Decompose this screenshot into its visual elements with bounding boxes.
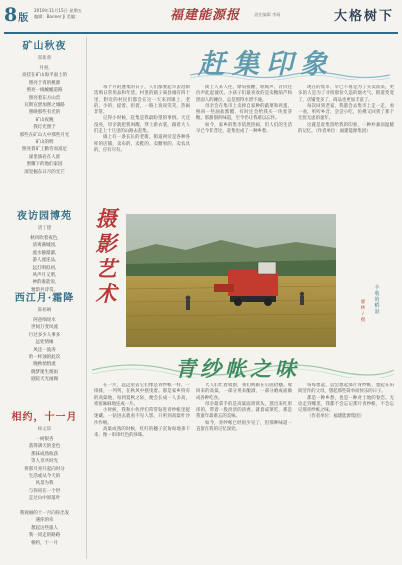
poem-title: 夜访园博苑 [17,211,72,222]
header-divider [4,32,398,34]
poem-line: 秋风吹着夜色, [30,236,59,241]
article-column [94,85,190,197]
vertical-char: / [362,312,364,317]
page-number: 8版 [4,4,29,26]
poem-title: 矿山秋夜 [22,41,67,52]
article-paragraph: 如今，青纱帐已经很少见了，但那种味道一直留在我的记忆深处。 [196,420,292,433]
poem-author: 陈杨娴 [37,308,52,313]
vertical-char: 稻 [374,303,380,309]
poem-lines [3,65,86,176]
poem-line: 矿山的明 [35,140,54,146]
poem-line: 照亮着东方山峦 [28,95,61,101]
poem-line: 我观丽的十一月向你出发 [19,511,70,517]
poem-line: 清爽满城园, [32,243,57,249]
vertical-char: 浪 [374,309,380,315]
poetry-sidebar [3,37,87,559]
poem-block [3,37,86,176]
poem-line: 那些在矿山人中那些月光 [19,132,70,138]
responsible-editor: 责任编辑 李炀 [254,12,281,17]
article-paragraph: 如今，家乡的集市依然热闹，但人们的生活早已今非昔比，赶集也成了一种乡愁。 [196,122,292,135]
poem-author: 唐丁德 [37,226,52,231]
issue-date: 2019年11月15日 星期五 [34,8,82,13]
photo-title-char: 影 [95,231,117,256]
poem-lines [3,317,86,384]
poem-line: 照亮于青的桃源 [28,80,61,86]
poem-line: 行过多少人事多 [28,332,61,338]
article-paragraph: 那是一种乡愁，也是一种对土地的眷恋。无论走到哪里，我都不会忘记那片青纱帐，不会忘记那青纱帐之味。 [298,395,394,414]
article-paragraph: 记得小时候，赶集是我最盼望的事情。天还没亮，母亲就把我叫醒，穿上新衣裳，跟着大人们走上十几里的山路去赶集。 [94,116,190,135]
poem-line: 月亮, [39,66,50,71]
poem-line: 我灯光照于 [33,125,56,131]
section-name: 大格树下 [333,9,394,24]
issue-meta [34,8,82,20]
poem-lines [3,235,86,294]
poem-line: 与你同在一个世 [28,488,61,494]
poem-lines [3,436,86,547]
article-paragraph: 母亲会在集市上卖掉自家种的蔬菜和鸡蛋，换回一些油盐酱醋，有时还会给我买一块麦芽糖。那甜甜的味道，至今仍让我难以忘怀。 [196,103,292,122]
article-column [298,383,394,558]
article-paragraph: 每每想起，总会想起那片青纱帐，想起在田间劳作的父母，想起那些简单而快乐的日子。 [298,383,394,395]
poem-title: 西江月·霜降 [14,293,75,304]
poem-author: 杨丈琼 [37,427,52,432]
poem-line: 走过山中原落叶 [28,496,61,502]
photo-title-char: 术 [95,281,117,306]
poem-block [3,289,86,384]
poem-line: 我一同走的路路 [28,533,61,539]
harvest-photo [126,214,336,347]
poem-line: 照亮着矿工勤劳而富足 [22,147,67,153]
poem-line: 一树银杏 [35,437,54,442]
headline-title: 赶集印象 [198,49,334,80]
poem-line: 神韵谁能说, [32,280,57,286]
poem-line: 晚秋悄悄流 [33,362,56,368]
poem-line: 高挂在矿山海平面上的 [22,73,67,79]
paper-masthead: 福建能源报 [170,8,241,23]
vertical-char: 丰 [374,285,380,291]
article-paragraph: 这就是赶集留给我的印象，一种朴素而温暖的记忆。（作者单位：福建能源集团） [298,122,394,135]
poem-line: 风还一波涛 [33,347,56,353]
photo-title-char: 摄 [95,206,117,231]
article-paragraph: 每个月的逢集的日子，人们都要起早去逛街选购日常用品和年货。村里的镇子离县城有四十里，附近的村民们都会在这一天来到镇上，老的、少的、提着、担着，一路上说说笑笑，热闹非常。 [94,85,190,116]
article-paragraph: 小时候，我和小伙伴们常常钻进青纱帐里捉迷藏，一钻进去就看不见人影，只听到高粱叶沙沙作响。 [94,408,190,426]
poem-line [3,503,86,510]
headline-banner [92,40,394,80]
article-paragraph: 母亲最拿手的是高粱面窝窝头，蒸出来红彤彤的，带着一股淡淡的清香。就着咸菜吃，那是我童年最难忘的美味。 [196,401,292,420]
poem-line: 雅韵共诗赏。 [31,287,58,293]
poem-line: 那抹成熟收获 [31,451,58,457]
poem-line: 想起这些旅人 [31,525,58,531]
article-column [298,85,394,197]
poem-line: 远处情缘 [35,340,54,346]
vertical-char: 廖 [360,300,366,305]
vertical-char: 摄 [360,318,366,323]
poem-line: 矿山夜晚 [35,117,54,123]
poem-block [3,408,86,547]
poem-block [3,207,86,294]
poem-line: 游人流连品, [32,258,57,264]
poem-line: 落得满天的金色 [28,444,61,450]
poem-title: 相约，十一月 [11,412,78,423]
essay-title: 青纱帐之味 [175,356,300,381]
article-column [196,383,292,558]
article-paragraph: 在一片，远远望去它们像是青纱帐一样，一排排，一列列，在秋风中摇曳着。那是家乡特有的高粱地，每到夏秋之际，便会长成一人多高，密密麻麻地连成一片。 [94,383,190,407]
poem-line: 相约，十一月 [31,540,58,546]
article-column [94,383,190,558]
poem-line: 照耀下的他们家园 [26,162,63,168]
poem-line: 深里掘东日月的光芒 [24,169,65,175]
poem-line: 风声月又照, [32,273,57,279]
poem-line: 阿爸细说水 [33,318,56,323]
poem-line: 瓦斯宣泄加照之城路 [24,103,65,109]
vertical-char: 收 [374,291,380,297]
poem-line: 风景为我 [35,481,54,487]
issue-editors: 编辑：Banner Ji 美编： [34,14,80,19]
poem-line: 晓梦迷生烟雨 [31,369,58,375]
poem-line: 生活或从今天的 [28,474,61,480]
poem-line: 远灯明似初, [32,265,57,271]
article-paragraph: 现在的集市，早已不再是为了买卖而来，更多的人是为了寻找那份久违的烟火气。街道变宽了，店铺变多了，商品也更加丰富了。 [298,85,394,103]
poem-line: 照亮一线蜿蜒道路 [26,88,63,94]
photo-section-title [92,206,120,306]
poem-line: 等人享共时光 [31,459,58,465]
poem-line: 世间万变风流 [31,325,58,331]
poem-line: 深里淌岩在人涯 [28,154,61,160]
vertical-char: 的 [374,297,380,303]
article-paragraph: （作者单位：福建能源集团） [307,414,365,420]
poem-author: 郑新蕾 [37,56,52,61]
photo-caption [370,285,384,315]
photo-author [358,300,368,324]
article-paragraph: 高粱成熟的时候，红红的穗子沉甸甸地垂下来，像一串串红色的珍珠。 [94,427,190,439]
newspaper-header [0,0,402,34]
poem-line: 遇你的牵 [35,518,54,524]
photo-title-char: 艺 [95,256,117,281]
poem-line: 照映那些有光的 [28,110,61,116]
article-paragraph: 每次回到老家，我都会去集市上走一走，看一看，听听乡音，尝尝小吃，仿佛又回到了那个无忧无虑的童年。 [298,103,394,122]
poem-line: 哈一杯浊的此次 [28,355,61,361]
article-paragraph: 街上人来人往，摩肩接踵，吆喝声、讨价还价声此起彼伏。小孩子们最喜欢的是卖糖葫芦和捏面人的摊位，总是围得水泄不通。 [196,85,292,103]
poem-line: 将那月亮升起向时分 [24,466,65,472]
article-column [196,85,292,197]
article-paragraph: 大人们忙着收割，我们则跟在后面拾穗。收回来的高粱，一部分用来酿酒，一部分磨成面做成各种吃食。 [196,383,292,401]
poem-line: 流水静潺潺, [32,250,57,256]
article-paragraph: 镇上有一条长长的老街，街道两旁是各种各样的店铺，卖布的、卖鞋的、卖糖果的、卖农具的，应有尽有。 [94,135,190,153]
vertical-char: 林 [360,306,366,311]
harvest-photo-image [126,214,336,347]
poem-line: 庭院天光画阁 [31,377,58,383]
